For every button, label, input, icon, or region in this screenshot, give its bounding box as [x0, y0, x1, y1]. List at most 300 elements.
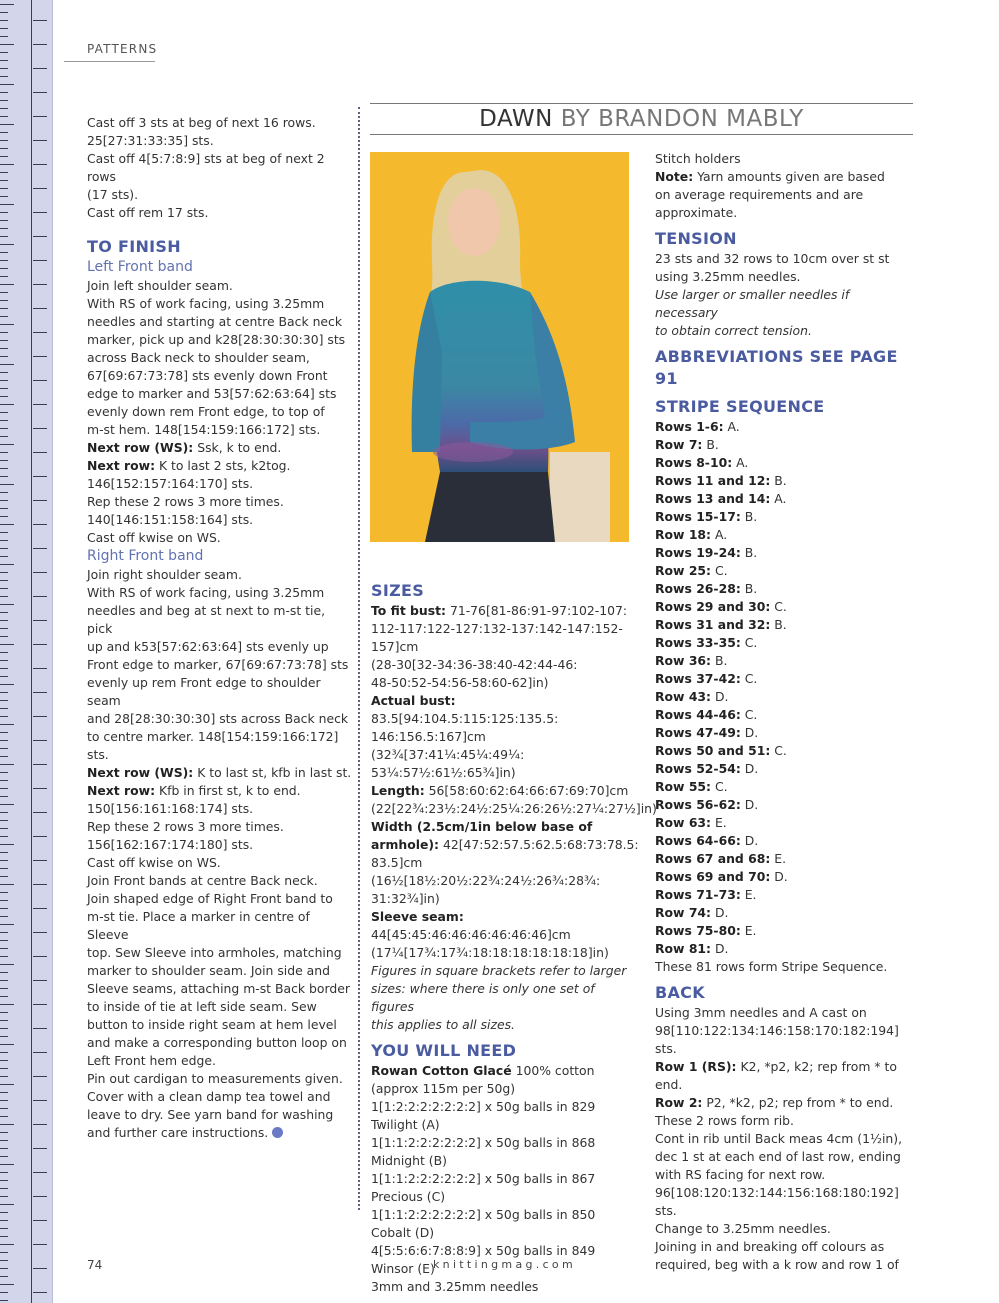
text-line: 98[110:122:134:146:158:170:182:194] sts. [655, 1023, 899, 1056]
text-line: 96[108:120:132:144:156:168:180:192] sts. [655, 1185, 899, 1218]
ruler-tick [0, 812, 8, 813]
ruler-tick [0, 532, 8, 533]
ruler-tick [0, 140, 8, 141]
ruler-tick [0, 484, 14, 485]
text-line: These 81 rows form Stripe Sequence. [655, 959, 888, 974]
text-line: Cobalt (D) [371, 1225, 435, 1240]
ruler-tick [0, 1060, 8, 1061]
text-line: Sleeve seams, attaching m-st Back border [87, 981, 350, 996]
ruler-tick [0, 1004, 14, 1005]
column-1 [87, 114, 352, 1142]
ruler-mark [33, 44, 47, 45]
stripe-row: Rows 75-80: E. [655, 923, 757, 938]
ruler-mark [33, 260, 47, 261]
text-line: using 3.25mm needles. [655, 269, 801, 284]
ruler-tick [0, 916, 8, 917]
ruler-tick [0, 388, 8, 389]
ruler-tick [0, 492, 8, 493]
ruler-tick [0, 228, 8, 229]
ruler-tick [0, 68, 8, 69]
ruler-tick [0, 628, 8, 629]
ruler-mark [33, 452, 47, 453]
ruler-tick [0, 1116, 8, 1117]
ruler-tick [0, 148, 8, 149]
text-line: These 2 rows form rib. [655, 1113, 794, 1128]
ruler-mark [33, 332, 47, 333]
ruler-tick [0, 500, 8, 501]
ruler-tick [0, 204, 14, 205]
text-line: 140[146:151:158:164] sts. [87, 512, 254, 527]
text-line: evenly down rem Front edge, to top of [87, 404, 325, 419]
text-line: With RS of work facing, using 3.25mm [87, 296, 325, 311]
text-line: 44[45:45:46:46:46:46:46:46]cm [371, 927, 571, 942]
left-front-band-heading: Left Front band [87, 259, 193, 275]
text-line: 1[1:1:2:2:2:2:2:2] x 50g balls in 868 [371, 1135, 596, 1150]
text-line: button to inside right seam at hem level [87, 1017, 337, 1032]
ruler-mark [33, 644, 47, 645]
measuring-ruler [0, 0, 53, 1303]
ruler-tick [0, 1188, 8, 1189]
ruler-tick [0, 412, 8, 413]
ruler-tick [0, 988, 8, 989]
ruler-tick [0, 1252, 8, 1253]
ruler-mark [33, 164, 47, 165]
ruler-mark [33, 980, 47, 981]
sizes-heading: SIZES [371, 581, 425, 600]
ruler-mark [33, 1220, 47, 1221]
ruler-tick [0, 732, 8, 733]
stripe-row: Rows 50 and 51: C. [655, 743, 787, 758]
text-line: 23 sts and 32 rows to 10cm over st st [655, 251, 890, 266]
right-front-band-heading: Right Front band [87, 548, 204, 564]
ruler-tick [0, 740, 8, 741]
ruler-tick [0, 796, 8, 797]
ruler-tick [0, 452, 8, 453]
text-line: Cont in rib until Back meas 4cm (1½in), [655, 1131, 903, 1146]
text-line: Joining in and breaking off colours as [655, 1239, 885, 1254]
ruler-tick [0, 852, 8, 853]
stripe-row: Rows 69 and 70: D. [655, 869, 788, 884]
text-line: up and k53[57:62:63:64] sts evenly up [87, 639, 329, 654]
ruler-mark [33, 572, 47, 573]
ruler-tick [0, 540, 8, 541]
text-line: Cast off kwise on WS. [87, 530, 221, 545]
ruler-mark [33, 380, 47, 381]
ruler-mark [33, 956, 47, 957]
ruler-tick [0, 348, 8, 349]
ruler-tick [0, 1172, 8, 1173]
last-line: and further care instructions. [87, 1124, 352, 1142]
ruler-mark [33, 860, 47, 861]
text-line: on average requirements and are [655, 187, 864, 202]
ruler-tick [0, 308, 8, 309]
ruler-tick [0, 924, 14, 925]
ruler-tick [0, 788, 8, 789]
stripe-row: Row 7: B. [655, 437, 719, 452]
sweater-model-illustration [370, 152, 629, 542]
note-line: Note: Yarn amounts given are based [655, 169, 885, 184]
text-line: marker, pick up and k28[28:30:30:30] sts [87, 332, 346, 347]
text-line: Cast off kwise on WS. [87, 855, 221, 870]
back-heading: BACK [655, 983, 705, 1002]
ruler-tick [0, 948, 8, 949]
text-line: 83.5]cm (16½[18½:20½:22¾:24½:26¾:28¾: [371, 855, 601, 888]
stripe-row: Rows 52-54: D. [655, 761, 759, 776]
ruler-mark [33, 476, 47, 477]
title-rule-top [370, 103, 913, 104]
ruler-tick [0, 1220, 8, 1221]
ruler-mark [33, 932, 47, 933]
text-line: Cast off 3 sts at beg of next 16 rows. [87, 115, 316, 130]
ruler-tick [0, 292, 8, 293]
ruler-tick [0, 268, 8, 269]
text-line: Twilight (A) [371, 1117, 440, 1132]
instruction-line: Next row: K to last 2 sts, k2tog. [87, 458, 291, 473]
ruler-tick [0, 684, 14, 685]
ruler-tick [0, 1244, 14, 1245]
stripe-row: Row 74: D. [655, 905, 729, 920]
ruler-tick [0, 572, 8, 573]
text-line: Front edge to marker, 67[69:67:73:78] sts [87, 657, 349, 672]
model-photo [370, 152, 629, 542]
ruler-tick [0, 1228, 8, 1229]
text-line: (17¼[17¾:17¾:18:18:18:18:18:18]in) [371, 945, 609, 960]
stripe-list [655, 418, 915, 958]
text-line: needles and starting at centre Back neck [87, 314, 343, 329]
text-line: (17 sts). [87, 187, 139, 202]
ruler-mark [33, 356, 47, 357]
ruler-tick [0, 156, 8, 157]
text-line: 3mm and 3.25mm needles [371, 1279, 539, 1294]
ruler-tick [0, 420, 8, 421]
instruction-line: Next row (WS): K to last st, kfb in last st. [87, 765, 352, 780]
text-line: Cast off rem 17 sts. [87, 205, 209, 220]
ruler-tick [0, 876, 8, 877]
ruler-tick [0, 580, 8, 581]
ruler-mark [33, 1052, 47, 1053]
ruler-tick [0, 996, 8, 997]
ruler-tick [0, 700, 8, 701]
stripe-row: Rows 13 and 14: A. [655, 491, 787, 506]
text-line: Pin out cardigan to measurements given. [87, 1071, 343, 1086]
text-line: 146[152:157:164:170] sts. [87, 476, 254, 491]
stripe-row: Rows 56-62: D. [655, 797, 759, 812]
ruler-mark [33, 92, 47, 93]
width-line: Width (2.5cm/1in below base of [371, 819, 593, 834]
ruler-tick [0, 676, 8, 677]
ruler-tick [0, 972, 8, 973]
ruler-mark [33, 404, 47, 405]
ruler-tick [0, 564, 14, 565]
ruler-mark [33, 764, 47, 765]
ruler-tick [0, 52, 8, 53]
ruler-tick [0, 892, 8, 893]
ruler-tick [0, 428, 8, 429]
tension-heading: TENSION [655, 229, 737, 248]
text-line: evenly up rem Front edge to shoulder seam [87, 675, 321, 708]
ruler-tick [0, 132, 8, 133]
stripe-row: Rows 15-17: B. [655, 509, 758, 524]
ruler-mark [33, 1196, 47, 1197]
ruler-tick [0, 284, 14, 285]
ruler-mark [33, 140, 47, 141]
ruler-tick [0, 604, 14, 605]
ruler-tick [0, 908, 8, 909]
text-line: edge to marker and 53[57:62:63:64] sts [87, 386, 337, 401]
ruler-tick [0, 644, 14, 645]
ruler-tick [0, 1044, 14, 1045]
ruler-tick [0, 12, 8, 13]
tension-note: to obtain correct tension. [655, 323, 812, 338]
text-line: needles and beg at st next to m-st tie, pick [87, 603, 326, 636]
text-line: and 28[28:30:30:30] sts across Back neck [87, 711, 349, 726]
ruler-tick [0, 188, 8, 189]
ruler-tick [0, 436, 8, 437]
column-divider [358, 107, 360, 1210]
ruler-mark [33, 1124, 47, 1125]
ruler-mark [33, 1028, 47, 1029]
text-line: With RS of work facing, using 3.25mm [87, 585, 325, 600]
to-finish-heading: TO FINISH [87, 237, 181, 256]
size-note: this applies to all sizes. [371, 1017, 515, 1032]
stripe-row: Rows 64-66: D. [655, 833, 759, 848]
ruler-tick [0, 220, 8, 221]
instruction-line: Next row (WS): Ssk, k to end. [87, 440, 282, 455]
size-note: sizes: where there is only one set of figures [371, 981, 595, 1014]
ruler-tick [0, 468, 8, 469]
ruler-tick [0, 300, 8, 301]
ruler-tick [0, 716, 8, 717]
ruler-tick [0, 212, 8, 213]
stripe-row: Rows 47-49: D. [655, 725, 759, 740]
ruler-tick [0, 100, 8, 101]
ruler-tick [0, 236, 8, 237]
stripe-row: Rows 33-35: C. [655, 635, 758, 650]
stripe-row: Row 43: D. [655, 689, 729, 704]
ruler-tick [0, 1052, 8, 1053]
ruler-tick [0, 1132, 8, 1133]
website-footer: knittingmag.com [433, 1258, 576, 1271]
ruler-mark [33, 116, 47, 117]
ruler-tick [0, 660, 8, 661]
text-line: required, beg with a k row and row 1 of [655, 1257, 899, 1272]
ruler-tick [0, 612, 8, 613]
abbreviations-heading: ABBREVIATIONS SEE PAGE 91 [655, 347, 898, 388]
ruler-tick [0, 116, 8, 117]
text-line: Using 3mm needles and A cast on [655, 1005, 867, 1020]
column-2 [371, 580, 657, 1296]
cast-off-lines [87, 114, 352, 222]
yarn-line: Rowan Cotton Glacé 100% cotton [371, 1063, 595, 1078]
text-line: Join left shoulder seam. [87, 278, 233, 293]
text-line: (22[22¾:23½:24½:25¼:26:26½:27¼:27½]in) [371, 801, 657, 816]
ruler-mark [33, 716, 47, 717]
ruler-tick [0, 956, 8, 957]
text-line: Join shaped edge of Right Front band to [87, 891, 333, 906]
ruler-tick [0, 1284, 14, 1285]
ruler-tick [0, 276, 8, 277]
stripe-row: Rows 8-10: A. [655, 455, 749, 470]
ruler-tick [0, 260, 8, 261]
ruler-tick [0, 1124, 14, 1125]
ruler-tick [0, 44, 14, 45]
ruler-tick [0, 1196, 8, 1197]
ruler-mark [33, 308, 47, 309]
ruler-tick [0, 652, 8, 653]
ruler-tick [0, 108, 8, 109]
ruler-tick [0, 772, 8, 773]
ruler-tick [0, 1292, 8, 1293]
title-main: DAWN [479, 106, 553, 132]
ruler-tick [0, 1180, 8, 1181]
ruler-tick [0, 836, 8, 837]
section-label: PATTERNS [87, 42, 158, 56]
text-line: 67[69:67:73:78] sts evenly down Front [87, 368, 328, 383]
ruler-tick [0, 1108, 8, 1109]
ruler-tick [0, 868, 8, 869]
ruler-mark [33, 596, 47, 597]
row-2-line: Row 2: P2, *k2, p2; rep from * to end. [655, 1095, 894, 1110]
text-line: 146:156.5:167]cm (32¾[37:41¼:45¼:49¼: [371, 729, 525, 762]
ruler-mark [33, 788, 47, 789]
ruler-tick [0, 92, 8, 93]
text-line: 53¼:57½:61½:65¾]in) [371, 765, 516, 780]
ruler-mark [33, 284, 47, 285]
ruler-mark [33, 548, 47, 549]
text-line: Join right shoulder seam. [87, 567, 242, 582]
ruler-tick [0, 1260, 8, 1261]
ruler-tick [0, 1268, 8, 1269]
ruler-tick [0, 1204, 14, 1205]
ruler-mark [33, 1244, 47, 1245]
ruler-tick [0, 860, 8, 861]
you-will-need-heading: YOU WILL NEED [371, 1041, 517, 1060]
stripe-row: Rows 67 and 68: E. [655, 851, 787, 866]
ruler-tick [0, 588, 8, 589]
ruler-tick [0, 516, 8, 517]
ruler-tick [0, 964, 14, 965]
stripe-row: Row 55: C. [655, 779, 728, 794]
ruler-tick [0, 316, 8, 317]
ruler-mark [33, 668, 47, 669]
text-line: 112-117:122-127:132-137:142-147:152-157]cm [371, 621, 623, 654]
text-line: 1[1:2:2:2:2:2:2:2] x 50g balls in 829 [371, 1099, 596, 1114]
ruler-tick [0, 252, 8, 253]
ruler-tick [0, 28, 8, 29]
text-line: with RS facing for next row. [655, 1167, 826, 1182]
ruler-mark [33, 1100, 47, 1101]
title-rule-bottom [370, 134, 913, 135]
ruler-tick [0, 1164, 14, 1165]
ruler-tick [0, 748, 8, 749]
ruler-tick [0, 844, 14, 845]
ruler-tick [0, 708, 8, 709]
ruler-tick [0, 180, 8, 181]
ruler-tick [0, 764, 14, 765]
ruler-tick [0, 396, 8, 397]
ruler-mark [33, 212, 47, 213]
ruler-tick [0, 36, 8, 37]
ruler-tick [0, 1068, 8, 1069]
ruler-mark [33, 1076, 47, 1077]
ruler-mark [33, 20, 47, 21]
text-line: Precious (C) [371, 1189, 446, 1204]
ruler-tick [0, 692, 8, 693]
ruler-tick [0, 940, 8, 941]
text-line: 25[27:31:33:35] sts. [87, 133, 214, 148]
stripe-row: Rows 26-28: B. [655, 581, 758, 596]
ruler-tick [0, 4, 14, 5]
end-mark-icon [272, 1127, 283, 1138]
section-rule [64, 61, 155, 62]
text-line: Left Front hem edge. [87, 1053, 216, 1068]
text-line: 31:32¾]in) [371, 891, 440, 906]
width-line: armhole): 42[47:52:57.5:62.5:68:73:78.5: [371, 837, 639, 852]
pattern-title [370, 106, 913, 132]
title-designer: BY BRANDON MABLY [560, 106, 804, 132]
stripe-row: Rows 37-42: C. [655, 671, 758, 686]
ruler-tick [0, 364, 14, 365]
ruler-tick [0, 476, 8, 477]
text-line: leave to dry. See yarn band for washing [87, 1107, 334, 1122]
ruler-tick [0, 196, 8, 197]
stripe-row: Row 25: C. [655, 563, 728, 578]
text-line: and make a corresponding button loop on [87, 1035, 347, 1050]
ruler-tick [0, 668, 8, 669]
text-line: 1[1:1:2:2:2:2:2:2] x 50g balls in 850 [371, 1207, 596, 1222]
stripe-row: Rows 1-6: A. [655, 419, 740, 434]
stripe-row: Row 36: B. [655, 653, 728, 668]
ruler-tick [0, 60, 8, 61]
ruler-mark [33, 908, 47, 909]
actual-bust-line: Actual bust: 83.5[94:104.5:115:125:135.5: [371, 693, 559, 726]
text-line: approximate. [655, 205, 738, 220]
stripe-row: Rows 29 and 30: C. [655, 599, 787, 614]
ruler-tick [0, 1028, 8, 1029]
ruler-tick [0, 596, 8, 597]
ruler-mark [33, 1292, 47, 1293]
ruler-tick [0, 1076, 8, 1077]
text-line: 150[156:161:168:174] sts. [87, 801, 254, 816]
ruler-tick [0, 1236, 8, 1237]
ruler-tick [0, 620, 8, 621]
text-line: across Back neck to shoulder seam, [87, 350, 310, 365]
ruler-tick [0, 780, 8, 781]
ruler-tick [0, 340, 8, 341]
ruler-tick [0, 548, 8, 549]
ruler-tick [0, 980, 8, 981]
ruler-tick [0, 828, 8, 829]
text-line: 4[5:5:6:6:7:8:8:9] x 50g balls in 849 [371, 1243, 596, 1258]
ruler-tick [0, 380, 8, 381]
ruler-tick [0, 1100, 8, 1101]
ruler-tick [0, 244, 14, 245]
ruler-tick [0, 724, 14, 725]
text-line: Cover with a clean damp tea towel and [87, 1089, 331, 1104]
text-line: 48-50:52-54:56-58:60-62]in) [371, 675, 549, 690]
ruler-tick [0, 460, 8, 461]
stripe-row: Rows 31 and 32: B. [655, 617, 787, 632]
stripe-row: Row 81: D. [655, 941, 729, 956]
ruler-tick [0, 1036, 8, 1037]
ruler-mark [33, 428, 47, 429]
column-3 [655, 150, 915, 1274]
ruler-tick [0, 1084, 14, 1085]
ruler-tick [0, 20, 8, 21]
ruler-tick [0, 1276, 8, 1277]
ruler-tick [0, 1092, 8, 1093]
ruler-mark [33, 620, 47, 621]
